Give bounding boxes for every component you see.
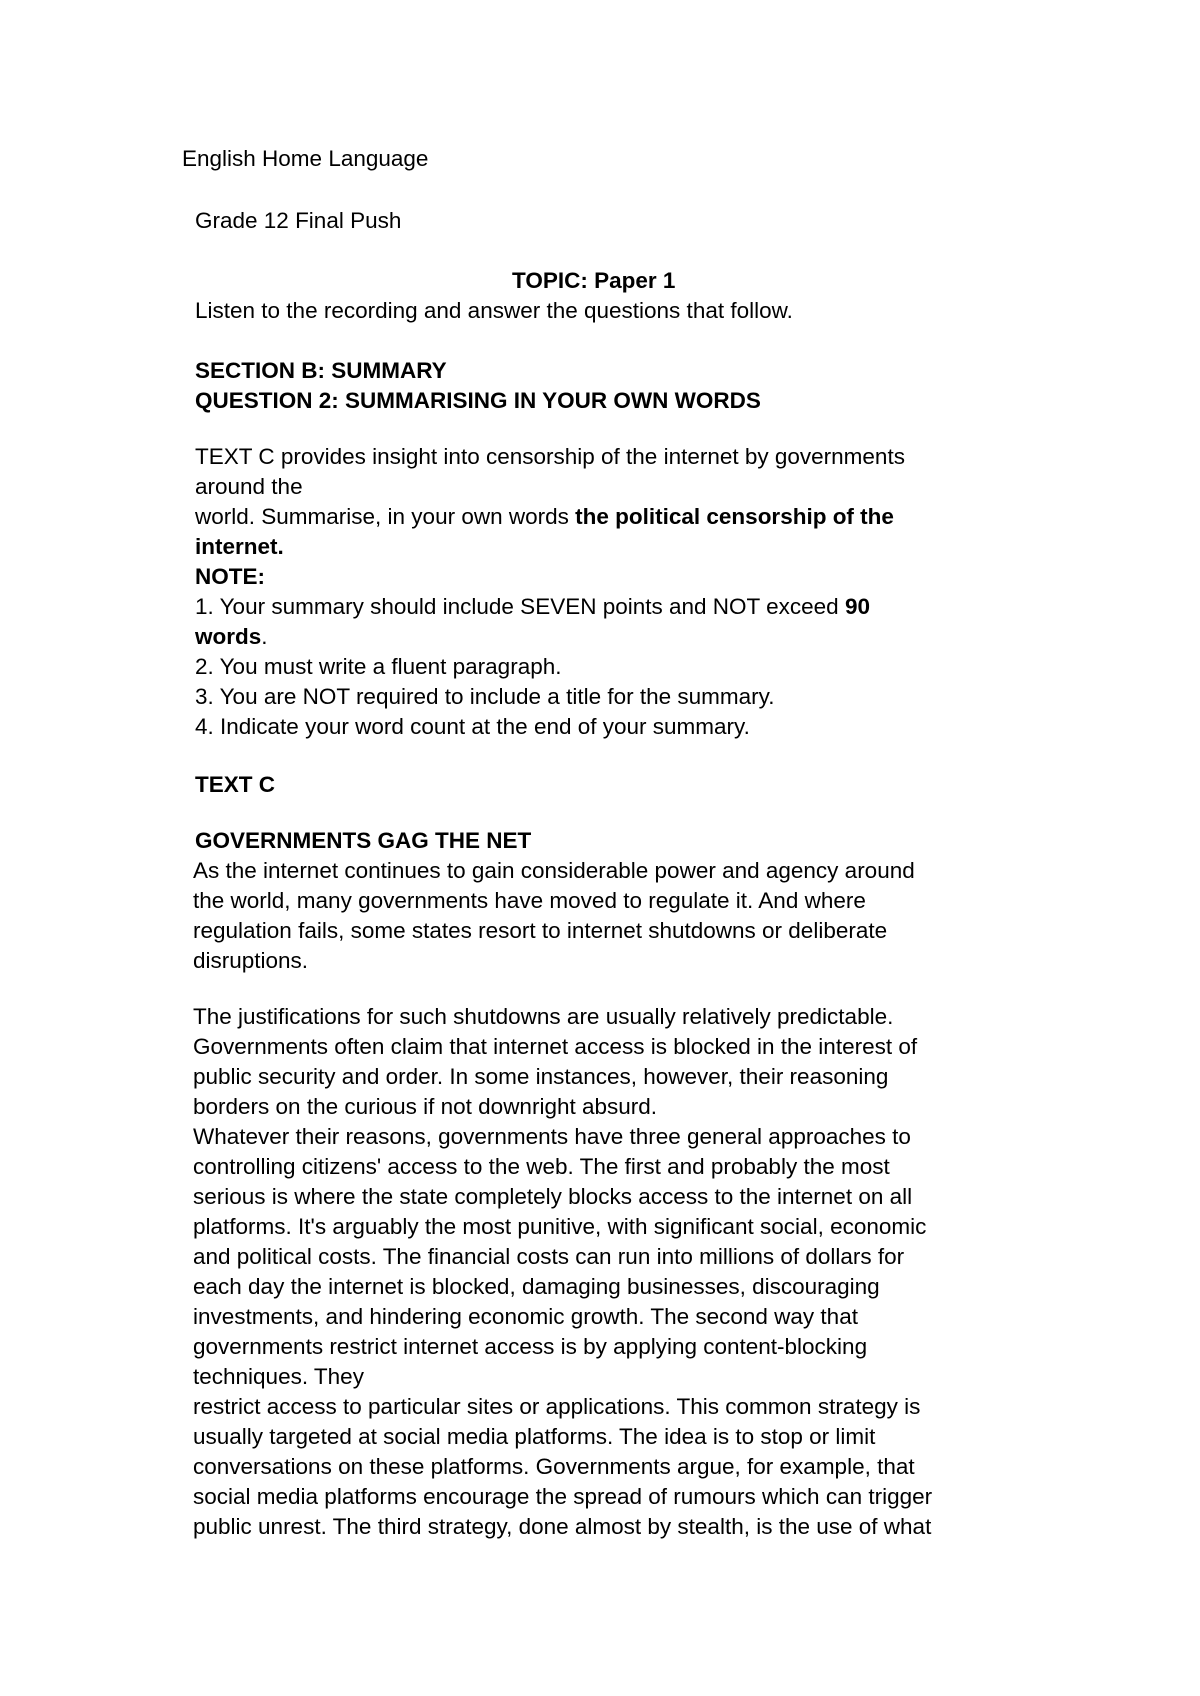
para2-line: The justifications for such shutdowns are usually relatively predictable.	[193, 1004, 894, 1029]
para2-line: usually targeted at social media platforms. The idea is to stop or limit	[193, 1424, 876, 1449]
note-label: NOTE:	[195, 564, 265, 589]
note-item-1-cont-bold: words	[195, 624, 262, 649]
para2-line: and political costs. The financial costs can run into millions of dollars for	[193, 1244, 905, 1269]
para2-line: public security and order. In some instances, however, their reasoning	[193, 1064, 889, 1089]
para2-line: techniques. They	[193, 1364, 364, 1389]
para1-line: disruptions.	[193, 948, 309, 973]
note-item-1-plain: 1. Your summary should include SEVEN points and NOT exceed	[195, 594, 845, 619]
note-item-4: 4. Indicate your word count at the end of your summary.	[195, 714, 750, 739]
prompt-line-2: around the	[195, 474, 303, 499]
text-c-title: GOVERNMENTS GAG THE NET	[195, 828, 532, 853]
para2-line: governments restrict internet access is by applying content-blocking	[193, 1334, 868, 1359]
instruction-text: Listen to the recording and answer the questions that follow.	[195, 298, 793, 323]
prompt-line-4: internet.	[195, 534, 284, 559]
prompt-line-3	[195, 502, 894, 532]
para2-line: public unrest. The third strategy, done almost by stealth, is the use of what	[193, 1514, 932, 1539]
para2-line: social media platforms encourage the spread of rumours which can trigger	[193, 1484, 933, 1509]
para2-line: each day the internet is blocked, damaging businesses, discouraging	[193, 1274, 880, 1299]
para2-line: investments, and hindering economic growth. The second way that	[193, 1304, 858, 1329]
para2-line: conversations on these platforms. Governments argue, for example, that	[193, 1454, 915, 1479]
note-item-1-bold: 90	[844, 594, 870, 619]
note-item-3: 3. You are NOT required to include a title for the summary.	[195, 684, 775, 709]
para2-line: platforms. It's arguably the most punitive, with significant social, economic	[193, 1214, 927, 1239]
prompt-line-3-bold: the political censorship of the	[575, 504, 894, 529]
subject-heading: English Home Language	[182, 146, 429, 171]
section-title: SECTION B: SUMMARY	[195, 358, 447, 383]
prompt-line-3-plain: world. Summarise, in your own words	[195, 504, 576, 529]
note-item-2: 2. You must write a fluent paragraph.	[195, 654, 562, 679]
para2-line: borders on the curious if not downright absurd.	[193, 1094, 658, 1119]
para2-line: restrict access to particular sites or applications. This common strategy is	[193, 1394, 921, 1419]
note-item-1-cont	[195, 622, 268, 652]
para2-line: Whatever their reasons, governments have three general approaches to	[193, 1124, 911, 1149]
topic-heading: TOPIC: Paper 1	[512, 268, 676, 293]
note-item-1	[195, 592, 870, 622]
para2-line: Governments often claim that internet access is blocked in the interest of	[193, 1034, 918, 1059]
para2-line: controlling citizens' access to the web. The first and probably the most	[193, 1154, 890, 1179]
text-c-label: TEXT C	[195, 772, 276, 797]
para1-line: the world, many governments have moved to regulate it. And where	[193, 888, 866, 913]
grade-heading: Grade 12 Final Push	[195, 208, 402, 233]
question-title: QUESTION 2: SUMMARISING IN YOUR OWN WORDS	[195, 388, 761, 413]
para1-line: regulation fails, some states resort to internet shutdowns or deliberate	[193, 918, 888, 943]
para2-line: serious is where the state completely blocks access to the internet on all	[193, 1184, 913, 1209]
note-item-1-cont-plain: .	[261, 624, 268, 649]
para1-line: As the internet continues to gain considerable power and agency around	[193, 858, 915, 883]
prompt-line-1: TEXT C provides insight into censorship of the internet by governments	[195, 444, 905, 469]
